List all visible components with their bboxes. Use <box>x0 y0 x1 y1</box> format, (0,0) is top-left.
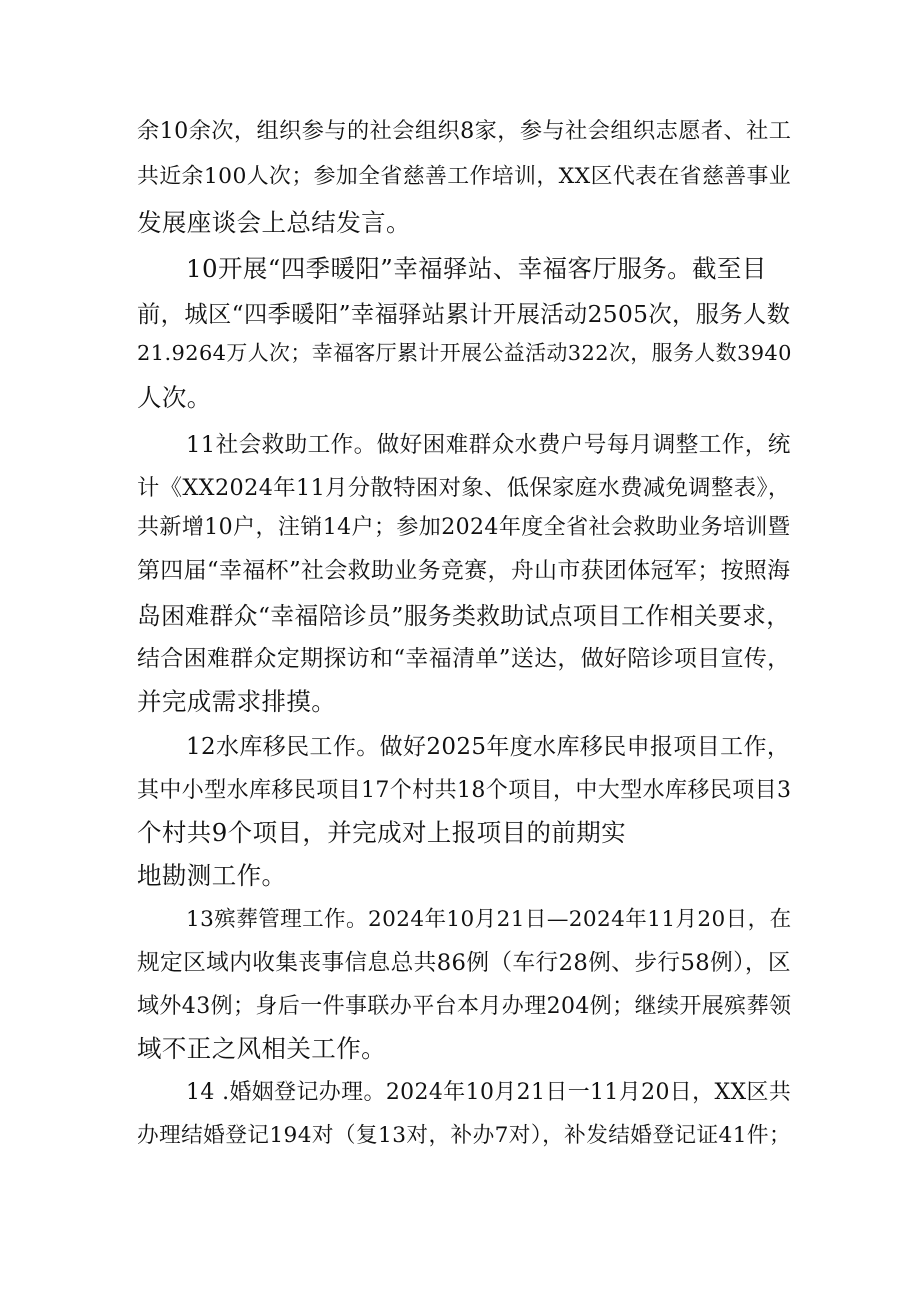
paragraph-10-line-1: 10开展“四季暖阳”幸福驿站、幸福客厅服务。截至目 <box>186 254 767 283</box>
paragraph-11-line-3: 共新增10户，注销14户；参加2024年度全省社会救助业务培训暨 <box>137 515 791 540</box>
paragraph-14-line-2: 办理结婚登记194对（复13对，补办7对），补发结婚登记证41件； <box>137 1123 791 1148</box>
paragraph-11-line-7: 并完成需求排摸。 <box>137 687 337 716</box>
paragraph-11-line-2: 计《XX2024年11月分散特困对象、低保家庭水费减免调整表》， <box>137 475 791 501</box>
paragraph-continuation-line-3: 发展座谈会上总结发言。 <box>137 208 411 237</box>
paragraph-10-line-2: 前，城区“四季暖阳”幸福驿站累计开展活动2505次，服务人数 <box>137 301 791 328</box>
paragraph-11-line-4: 第四届“幸福杯”社会救助业务竞赛，舟山市获团体冠军；按照海 <box>137 558 791 584</box>
paragraph-continuation-line-1: 余10余次，组织参与的社会组织8家，参与社会组织志愿者、社工 <box>137 118 792 144</box>
paragraph-12-line-1: 12水库移民工作。做好2025年度水库移民申报项目工作， <box>186 734 791 760</box>
paragraph-12-line-4: 地勘测工作。 <box>137 861 287 890</box>
paragraph-14-line-1: 14 .婚姻登记办理。2024年10月21日一11月20日，XX区共 <box>186 1080 792 1105</box>
paragraph-11-line-1: 11社会救助工作。做好困难群众水费户号每月调整工作，统 <box>186 432 791 458</box>
paragraph-12-line-2: 其中小型水库移民项目17个村共18个项目，中大型水库移民项目3 <box>137 778 792 803</box>
paragraph-13-line-2: 规定区域内收集丧事信息总共86例（车行28例、步行58例），区 <box>137 950 791 976</box>
paragraph-13-line-3: 域外43例；身后一件事联办平台本月办理204例；继续开展殡葬领 <box>137 994 792 1019</box>
paragraph-13-line-1: 13殡葬管理工作。2024年10月21日—2024年11月20日，在 <box>186 907 792 932</box>
paragraph-10-line-3: 21.9264万人次；幸福客厅累计开展公益活动322次，服务人数3940 <box>137 341 792 365</box>
paragraph-12-line-3: 个村共9个项目，并完成对上报项目的前期实 <box>137 818 627 847</box>
paragraph-10-line-4: 人次。 <box>137 383 212 412</box>
paragraph-13-line-4: 域不正之风相关工作。 <box>137 1034 386 1063</box>
paragraph-11-line-5: 岛困难群众“幸福陪诊员”服务类救助试点项目工作相关要求， <box>137 602 791 630</box>
paragraph-11-line-6: 结合困难群众定期探访和“幸福清单”送达，做好陪诊项目宣传， <box>137 646 791 672</box>
paragraph-continuation-line-2: 共近余100人次；参加全省慈善工作培训，XX区代表在省慈善事业 <box>137 164 792 189</box>
